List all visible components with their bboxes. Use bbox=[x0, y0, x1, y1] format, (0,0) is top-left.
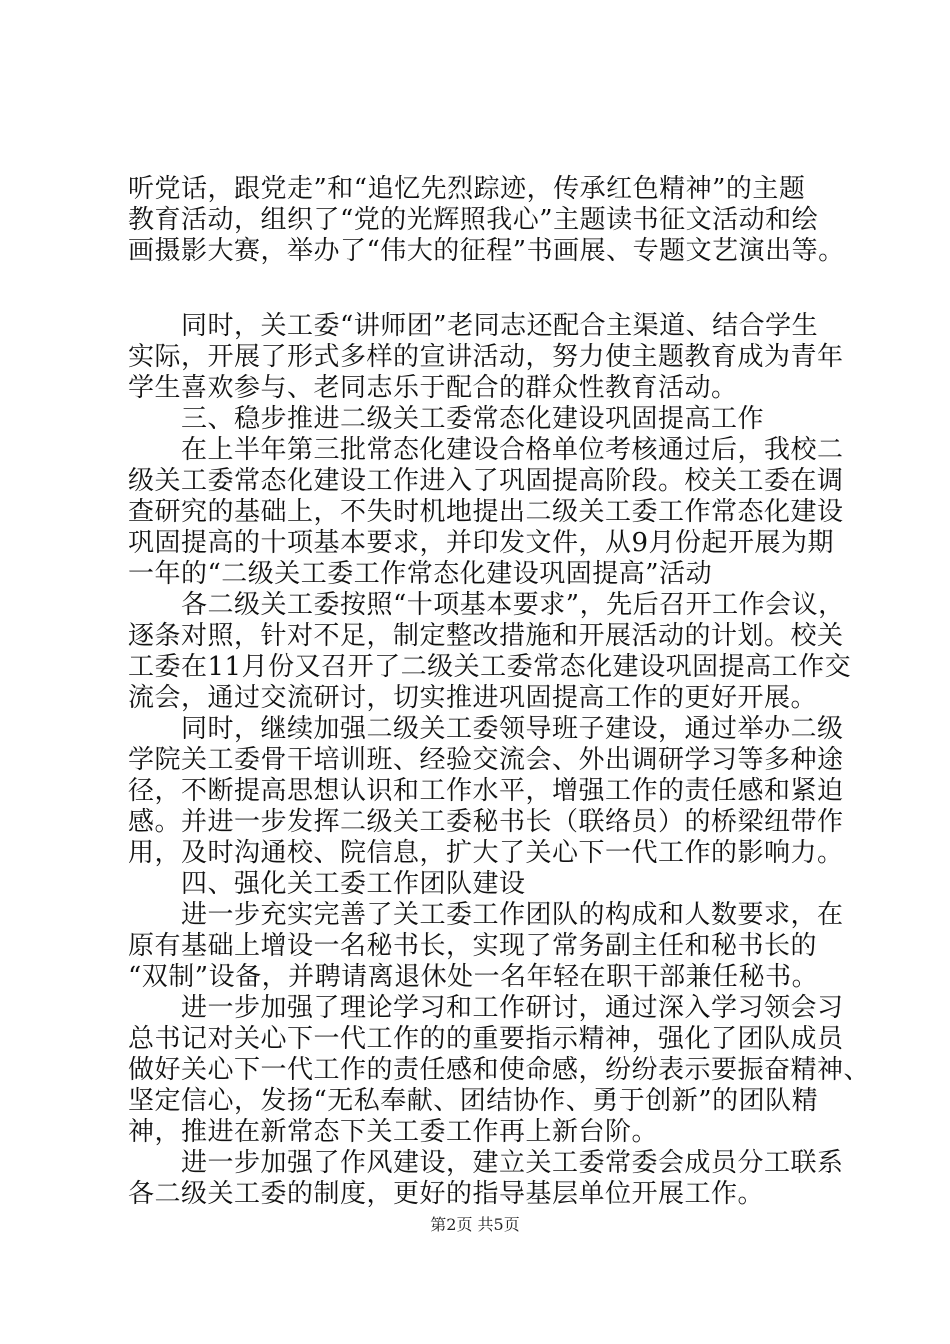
text-line: 进一步加强了理论学习和工作研讨，通过深入学习领会习 bbox=[128, 993, 844, 1023]
text-line: 流会，通过交流研讨，切实推进巩固提高工作的更好开展。 bbox=[128, 683, 818, 713]
text-line: 总书记对关心下一代工作的的重要指示精神，强化了团队成员 bbox=[128, 1024, 844, 1054]
document-body bbox=[128, 174, 871, 1210]
text-line: 径，不断提高思想认识和工作水平，增强工作的责任感和紧迫 bbox=[128, 776, 844, 806]
paragraph-block-1 bbox=[128, 174, 845, 267]
text-line: 三、稳步推进二级关工委常态化建设巩固提高工作 bbox=[128, 404, 765, 434]
text-line: 级关工委常态化建设工作进入了巩固提高阶段。校关工委在调 bbox=[128, 466, 844, 496]
page-number-footer: 第2页 共5页 bbox=[430, 1215, 520, 1234]
text-line: 用，及时沟通校、院信息，扩大了关心下一代工作的影响力。 bbox=[128, 838, 844, 868]
text-line: 各二级关工委的制度，更好的指导基层单位开展工作。 bbox=[128, 1179, 765, 1209]
text-line: 四、强化关工委工作团队建设 bbox=[128, 869, 526, 899]
text-line: 做好关心下一代工作的责任感和使命感，纷纷表示要振奋精神、 bbox=[128, 1055, 871, 1085]
text-line: 原有基础上增设一名秘书长，实现了常务副主任和秘书长的 bbox=[128, 931, 818, 961]
text-line: 进一步充实完善了关工委工作团队的构成和人数要求，在 bbox=[128, 900, 844, 930]
text-line: 坚定信心，发扬“无私奉献、团结协作、勇于创新”的团队精 bbox=[128, 1086, 819, 1116]
text-line: 学院关工委骨干培训班、经验交流会、外出调研学习等多种途 bbox=[128, 745, 844, 775]
text-line: 神，推进在新常态下关工委工作再上新台阶。 bbox=[128, 1117, 659, 1147]
text-line: 听党话，跟党走”和“追忆先烈踪迹，传承红色精神”的主题 bbox=[128, 174, 806, 204]
text-line: 在上半年第三批常态化建设合格单位考核通过后，我校二 bbox=[128, 435, 844, 465]
text-line: 巩固提高的十项基本要求，并印发文件，从9月份起开展为期 bbox=[128, 528, 835, 558]
text-line: 实际，开展了形式多样的宣讲活动，努力使主题教育成为青年 bbox=[128, 342, 844, 372]
text-line: 查研究的基础上，不失时机地提出二级关工委工作常态化建设 bbox=[128, 497, 844, 527]
text-line: 教育活动，组织了“党的光辉照我心”主题读书征文活动和绘 bbox=[128, 205, 819, 235]
text-line: 同时，继续加强二级关工委领导班子建设，通过举办二级 bbox=[128, 714, 844, 744]
paragraph-gap bbox=[128, 267, 838, 311]
text-line: 学生喜欢参与、老同志乐于配合的群众性教育活动。 bbox=[128, 373, 738, 403]
text-line: 工委在11月份又召开了二级关工委常态化建设巩固提高工作交 bbox=[128, 652, 852, 682]
text-line: 逐条对照，针对不足，制定整改措施和开展活动的计划。校关 bbox=[128, 621, 844, 651]
text-line: 进一步加强了作风建设，建立关工委常委会成员分工联系 bbox=[128, 1148, 844, 1178]
text-line: 一年的“二级关工委工作常态化建设巩固提高”活动 bbox=[128, 559, 713, 589]
text-line: 各二级关工委按照“十项基本要求”，先后召开工作会议， bbox=[128, 590, 845, 620]
text-line: 画摄影大赛，举办了“伟大的征程”书画展、专题文艺演出等。 bbox=[128, 236, 845, 266]
paragraph-block-2 bbox=[128, 311, 871, 1210]
text-line: 感。并进一步发挥二级关工委秘书长（联络员）的桥梁纽带作 bbox=[128, 807, 844, 837]
text-line: 同时，关工委“讲师团”老同志还配合主渠道、结合学生 bbox=[128, 311, 819, 341]
text-line: “双制”设备，并聘请离退休处一名年轻在职干部兼任秘书。 bbox=[128, 962, 819, 992]
